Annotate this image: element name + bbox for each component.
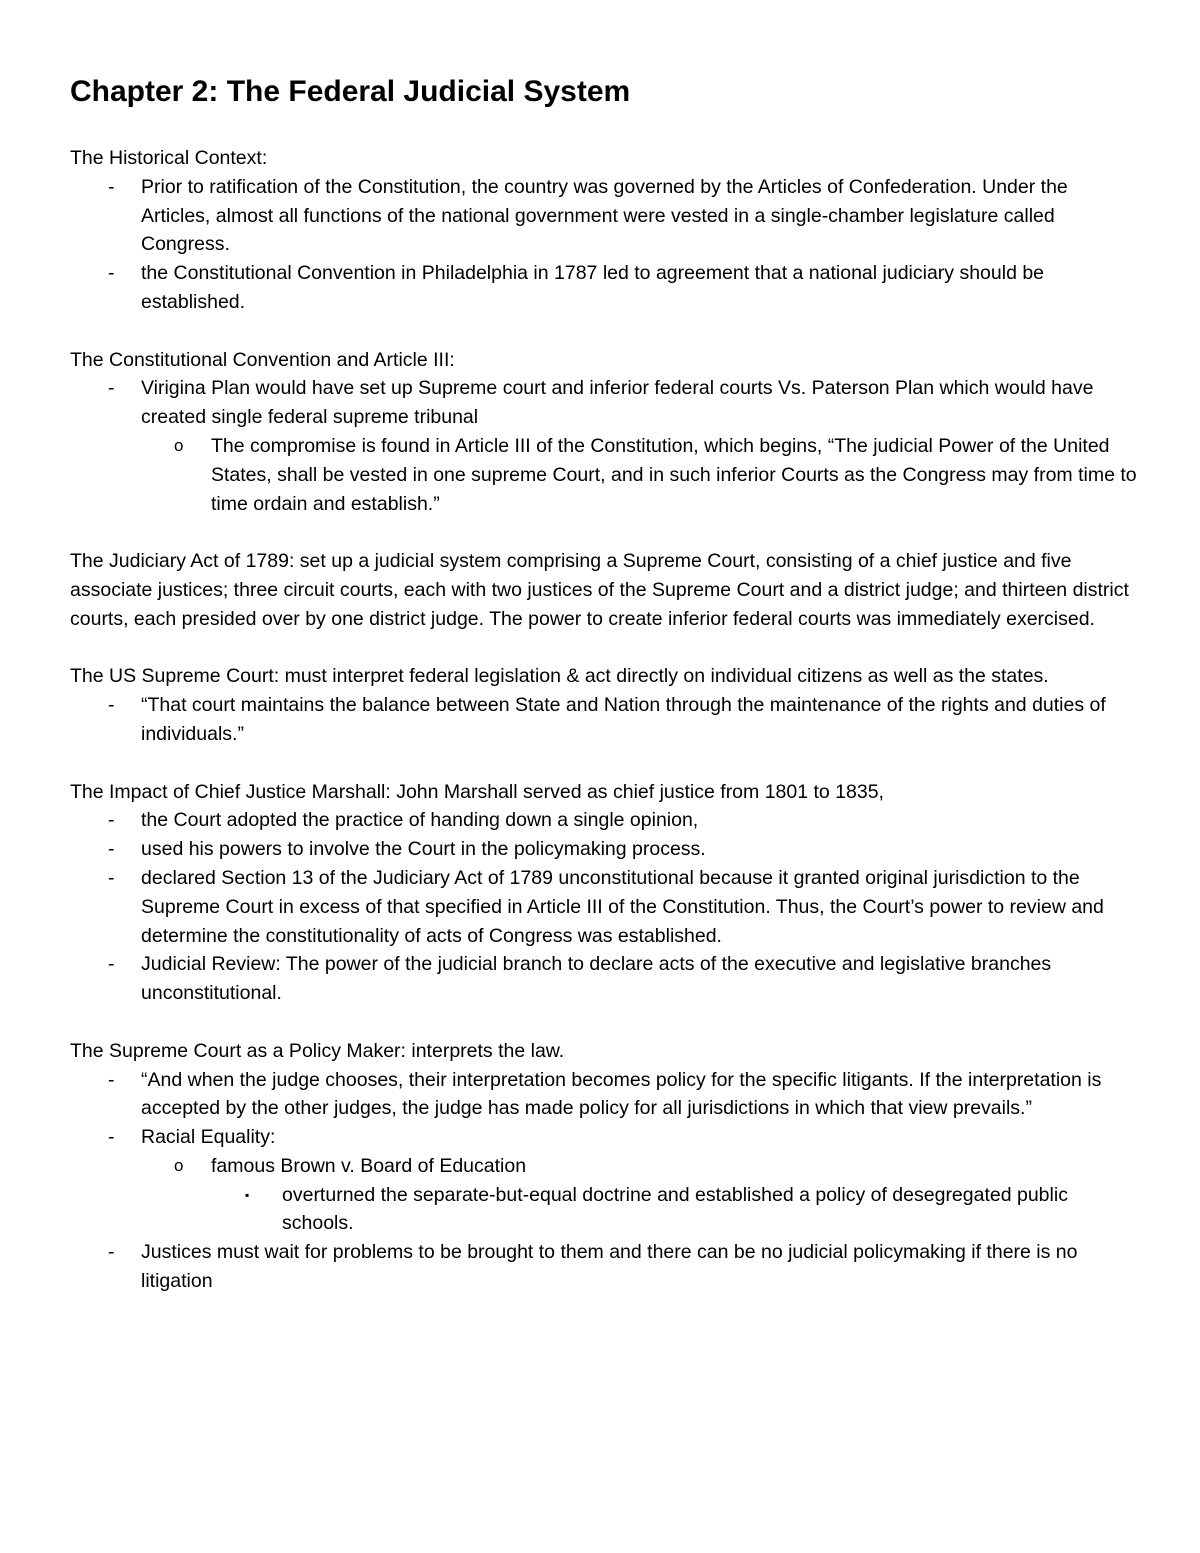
list-item-text: overturned the separate-but-equal doctrine and established a policy of desegregated public schools. xyxy=(282,1183,1068,1235)
section-heading-constitutional-convention: The Constitutional Convention and Article III: xyxy=(70,348,455,371)
list-item-text: The compromise is found in Article III of the Constitution, which begins, “The judicial Power of the United States, shall be vested in one supreme Court, and in such inferior Courts as the Congress may from time to time ordain and establish.” xyxy=(211,434,1137,515)
sub-sub-list-item xyxy=(70,1181,1140,1239)
list-item xyxy=(70,374,1140,432)
list-item-text: declared Section 13 of the Judiciary Act of 1789 unconstitutional because it granted original jurisdiction to the Supreme Court in excess of that specified in Article III of the Constitution. Thus, the Court’s power to review and determine the constitutionality of acts of Congress was established. xyxy=(141,866,1104,947)
document-page xyxy=(70,70,1140,1296)
list-item-text: “And when the judge chooses, their interpretation becomes policy for the specific litigants. If the interpretation is accepted by the other judges, the judge has made policy for all jurisdictions in which that view prevails.” xyxy=(141,1068,1102,1120)
bullet-list xyxy=(70,1066,1140,1296)
list-item xyxy=(70,835,1140,864)
spacer xyxy=(70,317,1140,346)
bullet-list xyxy=(70,806,1140,1008)
circle-marker: o xyxy=(174,435,184,455)
list-item xyxy=(70,806,1140,835)
dash-marker: - xyxy=(108,953,115,976)
paragraph-policy-maker: The Supreme Court as a Policy Maker: interprets the law. xyxy=(70,1039,565,1062)
list-item-text: Prior to ratification of the Constitution, the country was governed by the Articles of Confederation. Under the Articles, almost all functions of the national government were vested in a single-chamber legislature called Congress. xyxy=(141,175,1068,256)
list-item xyxy=(70,259,1140,317)
list-item-text: Virigina Plan would have set up Supreme court and inferior federal courts Vs. Paterson Plan which would have created single federal supreme tribunal xyxy=(141,377,1094,429)
bullet-list xyxy=(70,374,1140,518)
dash-marker: - xyxy=(108,262,115,285)
list-item xyxy=(70,1123,1140,1152)
list-item xyxy=(70,950,1140,1008)
list-item xyxy=(70,1238,1140,1296)
paragraph-us-supreme-court: The US Supreme Court: must interpret federal legislation & act directly on individual citizens as well as the states. xyxy=(70,665,1049,688)
bullet-list xyxy=(70,691,1140,749)
section-heading-historical-context: The Historical Context: xyxy=(70,147,268,169)
square-marker: ▪ xyxy=(245,1187,250,1202)
sub-list-item xyxy=(70,1152,1140,1181)
paragraph-chief-justice-marshall: The Impact of Chief Justice Marshall: John Marshall served as chief justice from 1801 to 1835, xyxy=(70,780,884,803)
list-item-text: the Constitutional Convention in Philadelphia in 1787 led to agreement that a national judiciary should be established. xyxy=(141,262,1045,313)
paragraph-judiciary-act: The Judiciary Act of 1789: set up a judicial system comprising a Supreme Court, consisting of a chief justice and five associate justices; three circuit courts, each with two justices of the Supreme Court and a district judge; and thirteen district courts, each presided over by one district judge. The power to create inferior federal courts was immediately exercised. xyxy=(70,550,1129,630)
sub-list-item xyxy=(70,432,1140,518)
list-item xyxy=(70,173,1140,259)
list-item xyxy=(70,691,1140,749)
spacer xyxy=(70,114,1140,144)
dash-marker: - xyxy=(108,1241,115,1264)
spacer xyxy=(70,749,1140,778)
dash-marker: - xyxy=(108,809,115,832)
list-item-text: the Court adopted the practice of handing down a single opinion, xyxy=(141,809,699,832)
list-item-text: “That court maintains the balance between State and Nation through the maintenance of the rights and duties of individuals.” xyxy=(141,694,1106,745)
page-title: Chapter 2: The Federal Judicial System xyxy=(70,75,631,108)
list-item-text: Racial Equality: xyxy=(141,1126,276,1149)
dash-marker: - xyxy=(108,838,115,861)
dash-marker: - xyxy=(108,694,115,717)
dash-marker: - xyxy=(108,1126,115,1149)
dash-marker: - xyxy=(108,175,115,198)
list-item-text: Judicial Review: The power of the judicial branch to declare acts of the executive and legislative branches unconstitutional. xyxy=(141,953,1052,1005)
list-item xyxy=(70,1066,1140,1124)
spacer xyxy=(70,1008,1140,1037)
dash-marker: - xyxy=(108,377,115,400)
list-item-text: famous Brown v. Board of Education xyxy=(211,1154,527,1177)
bullet-list xyxy=(70,173,1140,317)
dash-marker: - xyxy=(108,1068,115,1091)
list-item xyxy=(70,864,1140,950)
dash-marker: - xyxy=(108,866,115,889)
circle-marker: o xyxy=(174,1155,184,1175)
spacer xyxy=(70,518,1140,547)
spacer xyxy=(70,634,1140,663)
list-item-text: used his powers to involve the Court in the policymaking process. xyxy=(141,838,706,861)
list-item-text: Justices must wait for problems to be brought to them and there can be no judicial policymaking if there is no litigation xyxy=(141,1241,1078,1293)
